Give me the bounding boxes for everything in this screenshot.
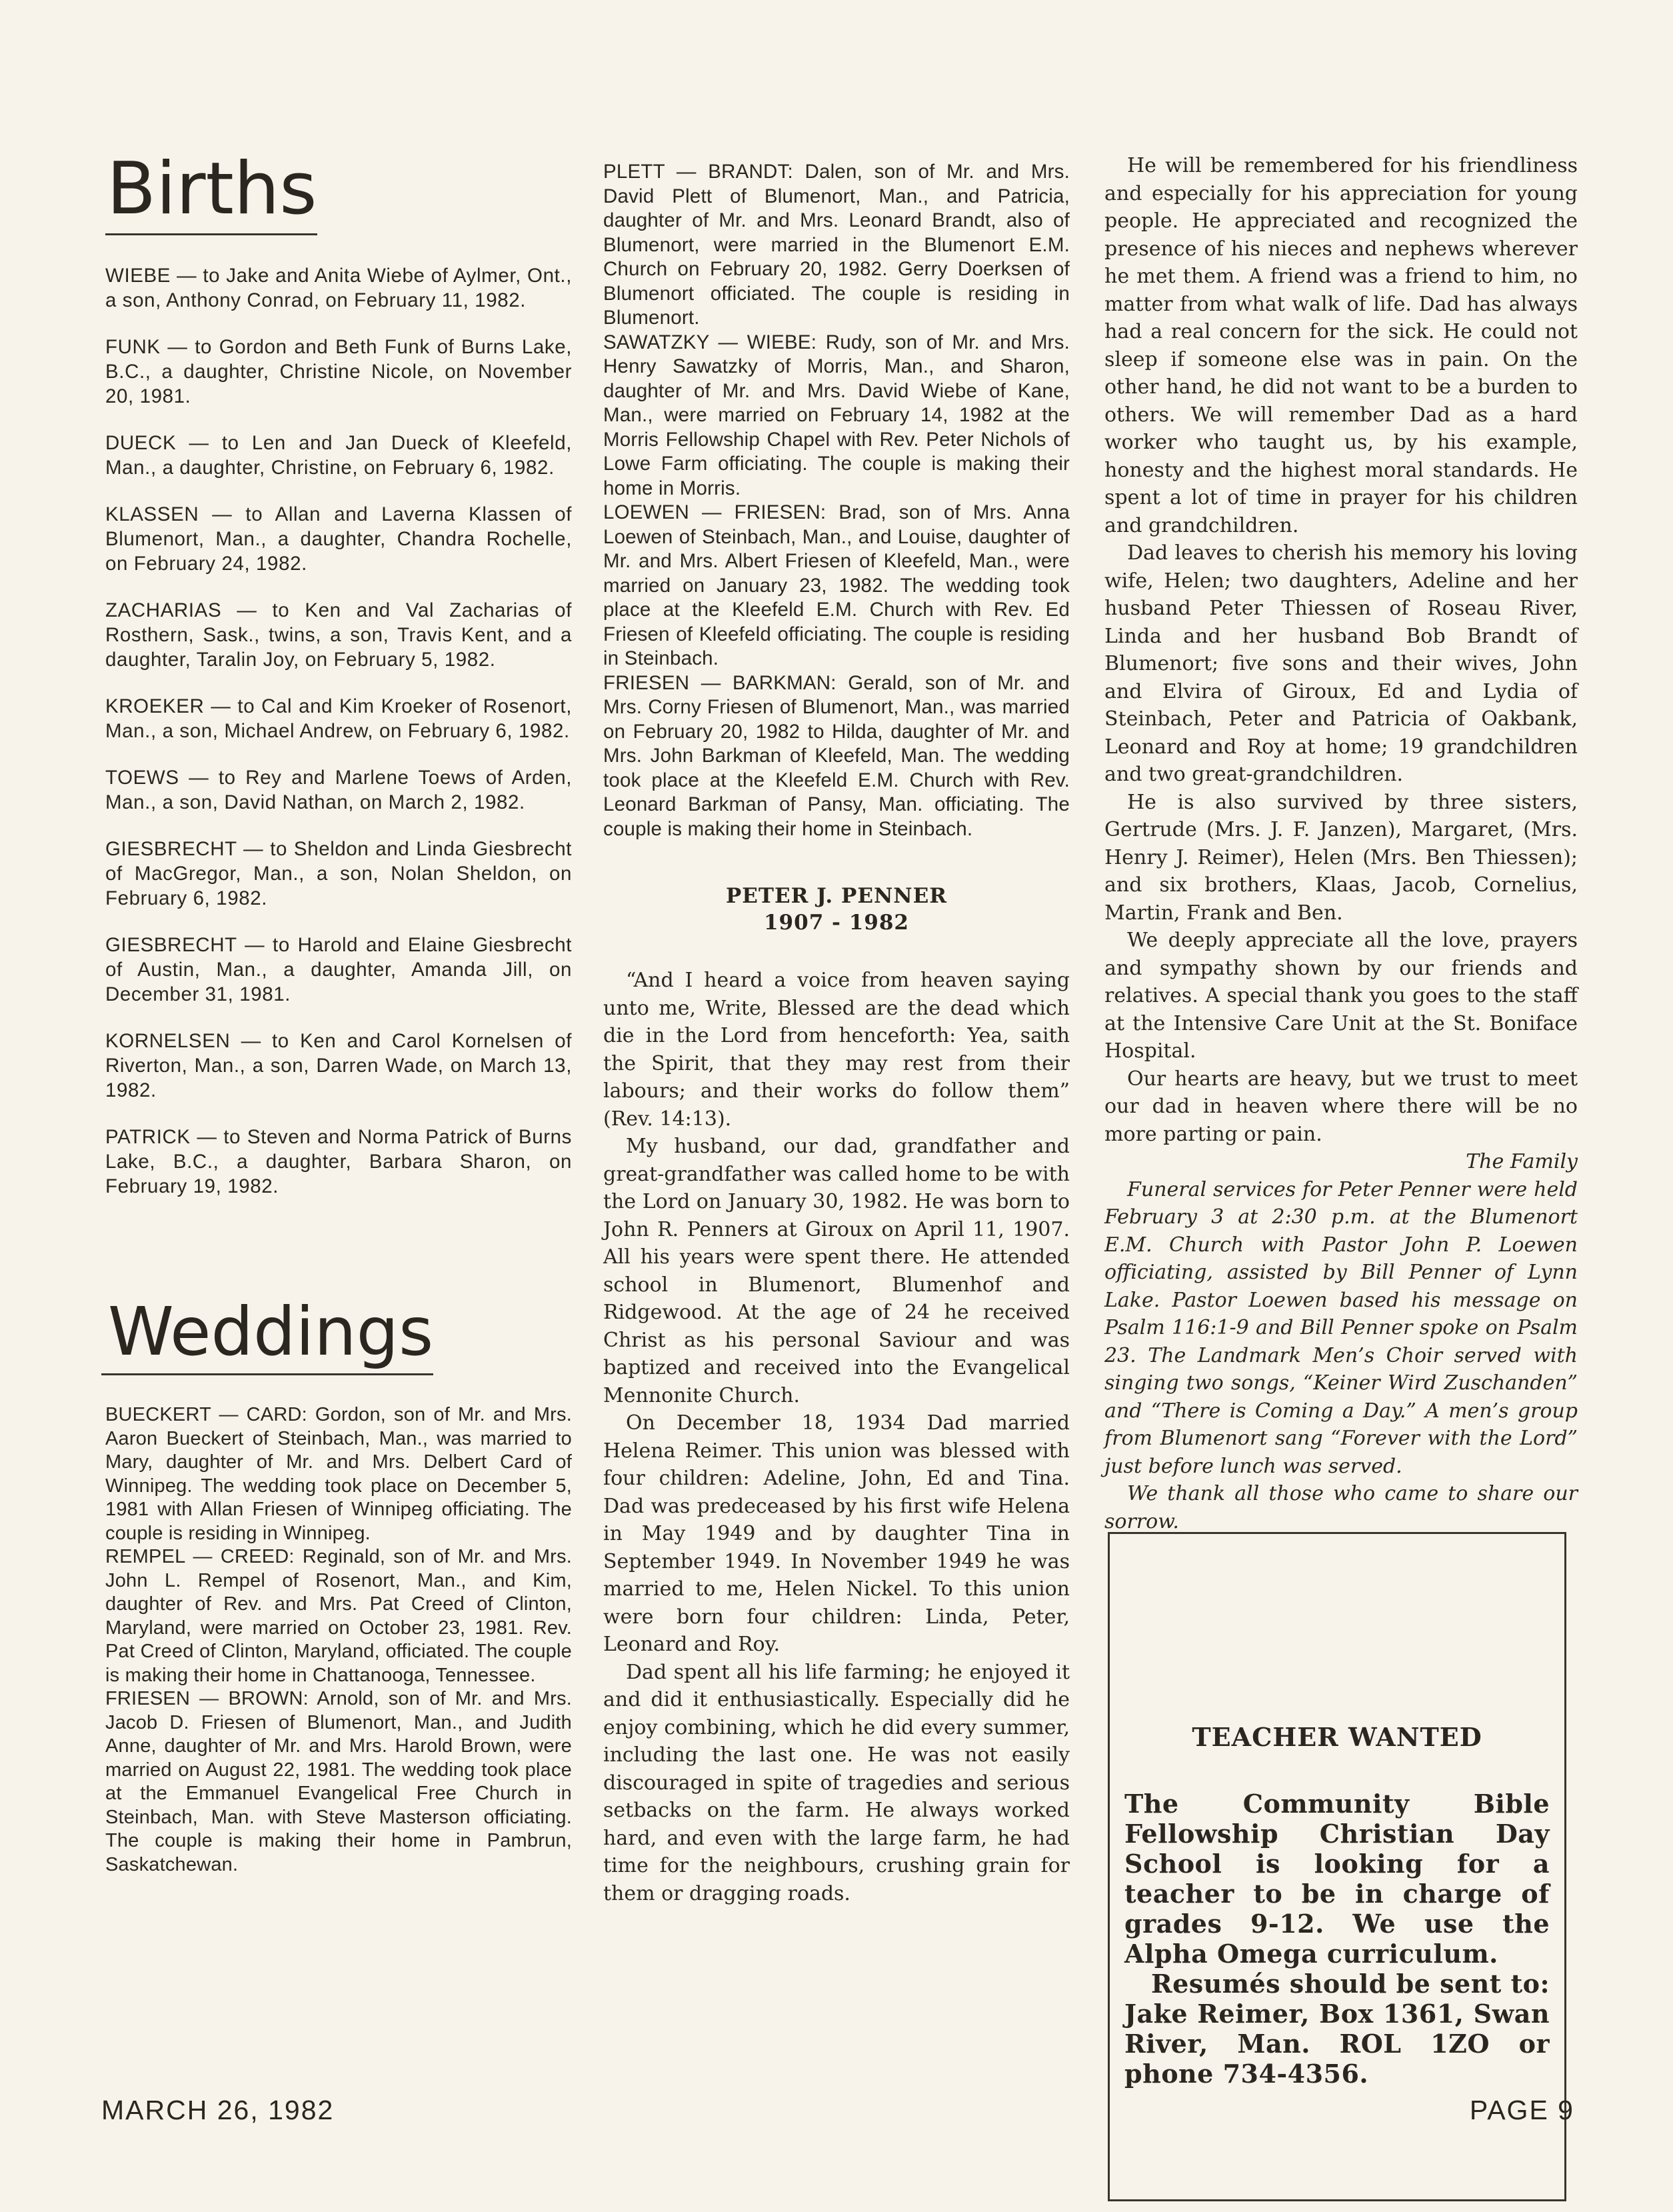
obituary-paragraph: We deeply appreciate all the love, prayers and sympathy shown by our friends and relatives. A special thank you goes to the staff at the Intensive Care Unit at the St. Boniface Hospital. [1104, 929, 1578, 1063]
births-list [105, 263, 572, 1199]
obituary-name: PETER J. PENNER [725, 884, 948, 908]
ad-description: The Community Bible Fellowship Christian Day School is looking for a teacher to be in charge of grades 9-12. We use the Alpha Omega curriculum. [1124, 1789, 1550, 1969]
ad-heading: TEACHER WANTED [1192, 1722, 1482, 1752]
birth-entry: TOEWS — to Rey and Marlene Toews of Arden, Man., a son, David Nathan, on March 2, 1982. [105, 767, 572, 813]
obituary-heading [603, 883, 1070, 936]
wedding-entry: FRIESEN — BROWN: Arnold, son of Mr. and Mrs. Jacob D. Friesen of Blumenort, Man., and Judith Anne, daughter of Mr. and Mrs. Harold Brown, were married on August 22, 1981. The wedding took place at the Emmanuel Evangelical Free Church in Steinbach, Man. with Steve Masterson officiating. The couple is making their home in Pambrun, Saskatchewan. [105, 1688, 572, 1875]
weddings-list-continued [603, 160, 1070, 841]
wedding-entry: REMPEL — CREED: Reginald, son of Mr. and Mrs. John L. Rempel of Rosenort, Man., and Kim, daughter of Rev. and Mrs. Pat Creed of Clinton, Maryland, were married on October 23, 1981. Rev. Pat Creed of Clinton, Maryland, officiated. The couple is making their home in Chattanooga, Tennessee. [105, 1546, 572, 1686]
column-middle [603, 160, 1070, 1907]
wedding-entry: BUECKERT — CARD: Gordon, son of Mr. and Mrs. Aaron Bueckert of Steinbach, Man., was married to Mary, daughter of Mr. and Mrs. Delbert Card of Winnipeg. The wedding took place on December 5, 1981 with Allan Friesen of Winnipeg officiating. The couple is residing in Winnipeg. [105, 1404, 572, 1544]
obituary-paragraph: My husband, our dad, grandfather and great-grandfather was called home to be with the Lord on January 30, 1982. He was born to John R. Penners at Giroux on April 11, 1907. All his years were spent there. He attended school in Blumenort, Blumenhof and Ridgewood. At the age of 24 he received Christ as his personal Saviour and was baptized and received into the Evangelical Mennonite Church. [603, 1135, 1070, 1407]
obituary-signature: The Family [1466, 1150, 1578, 1173]
obituary-paragraph: Dad leaves to cherish his memory his loving wife, Helen; two daughters, Adeline and her husband Peter Thiessen of Roseau River, Linda and her husband Bob Brandt of Blumenort; five sons and their wives, John and Elvira of Giroux, Ed and Lydia of Steinbach, Peter and Patricia of Oakbank, Leonard and Roy at home; 19 grandchildren and two great-grandchildren. [1104, 541, 1578, 786]
wedding-entry: FRIESEN — BARKMAN: Gerald, son of Mr. and Mrs. Corny Friesen of Blumenort, Man., was married on February 20, 1982 to Hilda, daughter of Mr. and Mrs. John Barkman of Kleefeld, Man. The wedding took place at the Kleefeld E.M. Church with Rev. Leonard Barkman of Pansy, Man. officiating. The couple is making their home in Steinbach. [603, 671, 1070, 840]
weddings-list [105, 1403, 572, 1877]
ad-contact: Resumés should be sent to: Jake Reimer, Box 1361, Swan River, Man. ROL 1ZO or phone 734-4356. [1124, 1969, 1550, 2089]
birth-entry: GIESBRECHT — to Sheldon and Linda Giesbrecht of MacGregor, Man., a son, Nolan Sheldon, on February 6, 1982. [105, 838, 572, 909]
obituary-paragraph: “And I heard a voice from heaven saying unto me, Write, Blessed are the dead which die in the Lord from henceforth: Yea, saith the Spirit, that they may rest from their labours; and their works do follow them” (Rev. 14:13). [603, 969, 1070, 1131]
births-title: Births [105, 153, 317, 235]
obituary-paragraph: Dad spent all his life farming; he enjoyed it and did it enthusiastically. Especially did he enjoy combining, which he did every summer, including the last one. He was not easily discouraged in spite of tragedies and serious setbacks on the farm. He always worked hard, and even with the large farm, he had time for the neighbours, crushing grain for them or dragging roads. [603, 1660, 1070, 1905]
weddings-section [105, 1293, 572, 1877]
obituary-paragraph: On December 18, 1934 Dad married Helena Reimer. This union was blessed with four children: Adeline, John, Ed and Tina. Dad was predeceased by his first wife Helena in May 1949 and by daughter Tina in September 1949. In November 1949 he was married to me, Helen Nickel. To this union were born four children: Linda, Peter, Leonard and Roy. [603, 1411, 1070, 1656]
thanks-note: We thank all those who came to share our sorrow. [1104, 1482, 1578, 1533]
birth-entry: ZACHARIAS — to Ken and Val Zacharias of Rosthern, Sask., twins, a son, Travis Kent, and a daughter, Taralin Joy, on February 5, 1982. [105, 599, 572, 671]
obituary-paragraph: He is also survived by three sisters, Gertrude (Mrs. J. F. Janzen), Margaret, (Mrs. Henry J. Reimer), Helen (Mrs. Ben Thiessen); and six brothers, Klaas, Jacob, Cornelius, Martin, Frank and Ben. [1104, 790, 1578, 925]
birth-entry: KORNELSEN — to Ken and Carol Kornelsen of Riverton, Man., a son, Darren Wade, on March 13, 1982. [105, 1030, 572, 1101]
column-right [1104, 152, 1578, 1535]
birth-entry: PATRICK — to Steven and Norma Patrick of Burns Lake, B.C., a daughter, Barbara Sharon, on February 19, 1982. [105, 1126, 572, 1197]
birth-entry: WIEBE — to Jake and Anita Wiebe of Aylmer, Ont., a son, Anthony Conrad, on February 11, 1982. [105, 265, 572, 311]
wedding-entry: LOEWEN — FRIESEN: Brad, son of Mrs. Anna Loewen of Steinbach, Man., and Louise, daughter of Mr. and Mrs. Albert Friesen of Kleefeld, Man., were married on January 23, 1982. The wedding took place at the Kleefeld E.M. Church with Rev. Ed Friesen of Kleefeld officiating. The couple is residing in Steinbach. [603, 501, 1070, 669]
column-left [105, 147, 572, 1877]
birth-entry: DUECK — to Len and Jan Dueck of Kleefeld, Man., a daughter, Christine, on February 6, 1982. [105, 432, 572, 479]
weddings-title: Weddings [101, 1299, 433, 1375]
birth-entry: FUNK — to Gordon and Beth Funk of Burns Lake, B.C., a daughter, Christine Nicole, on November 20, 1981. [105, 336, 572, 407]
wedding-entry: PLETT — BRANDT: Dalen, son of Mr. and Mrs. David Plett of Blumenort, Man., and Patricia, daughter of Mr. and Mrs. Leonard Brandt, also of Blumenort, were married in the Blumenort E.M. Church on February 20, 1982. Gerry Doerksen of Blumenort officiated. The couple is residing in Blumenort. [603, 161, 1070, 329]
page-number: PAGE 9 [1469, 2095, 1574, 2125]
birth-entry: GIESBRECHT — to Harold and Elaine Giesbrecht of Austin, Man., a daughter, Amanda Jill, on December 31, 1981. [105, 934, 572, 1005]
obituary-paragraph: He will be remembered for his friendliness and especially for his appreciation for young people. He appreciated and recognized the presence of his nieces and nephews wherever he met them. A friend was a friend to him, no matter from what walk of life. Dad has always had a real concern for the sick. He could not sleep if someone else was in pain. On the other hand, he did not want to be a burden to others. We will remember Dad as a hard worker who taught us, by his example, honesty and the highest moral standards. He spent a lot of time in prayer for his children and grandchildren. [1104, 154, 1578, 537]
funeral-note: Funeral services for Peter Penner were held February 3 at 2:30 p.m. at the Blumenort E.M. Church with Pastor John P. Loewen officiating, assisted by Bill Penner of Lynn Lake. Pastor Loewen based his message on Psalm 116:1-9 and Bill Penner spoke on Psalm 23. The Landmark Men’s Choir served with singing two songs, “Keiner Wird Zuschanden” and “There is Coming a Day.” A men’s group from Blumenort sang “Forever with the Lord” just before lunch was served. [1104, 1177, 1578, 1478]
issue-date: MARCH 26, 1982 [101, 2095, 335, 2125]
obituary-years: 1907 - 1982 [763, 911, 909, 935]
birth-entry: KROEKER — to Cal and Kim Kroeker of Rosenort, Man., a son, Michael Andrew, on February 6, 1982. [105, 695, 572, 742]
obituary-paragraph: Our hearts are heavy, but we trust to meet our dad in heaven where there will be no more parting or pain. [1104, 1067, 1578, 1146]
ad-body [1124, 1789, 1550, 2089]
birth-entry: KLASSEN — to Allan and Laverna Klassen of Blumenort, Man., a daughter, Chandra Rochelle, on February 24, 1982. [105, 503, 572, 575]
wedding-entry: SAWATZKY — WIEBE: Rudy, son of Mr. and Mrs. Henry Sawatzky of Morris, Man., and Sharon, daughter of Mr. and Mrs. David Wiebe of Kane, Man., were married on February 14, 1982 at the Morris Fellowship Chapel with Rev. Peter Nichols of Lowe Farm officiating. The couple is making their home in Morris. [603, 331, 1070, 499]
